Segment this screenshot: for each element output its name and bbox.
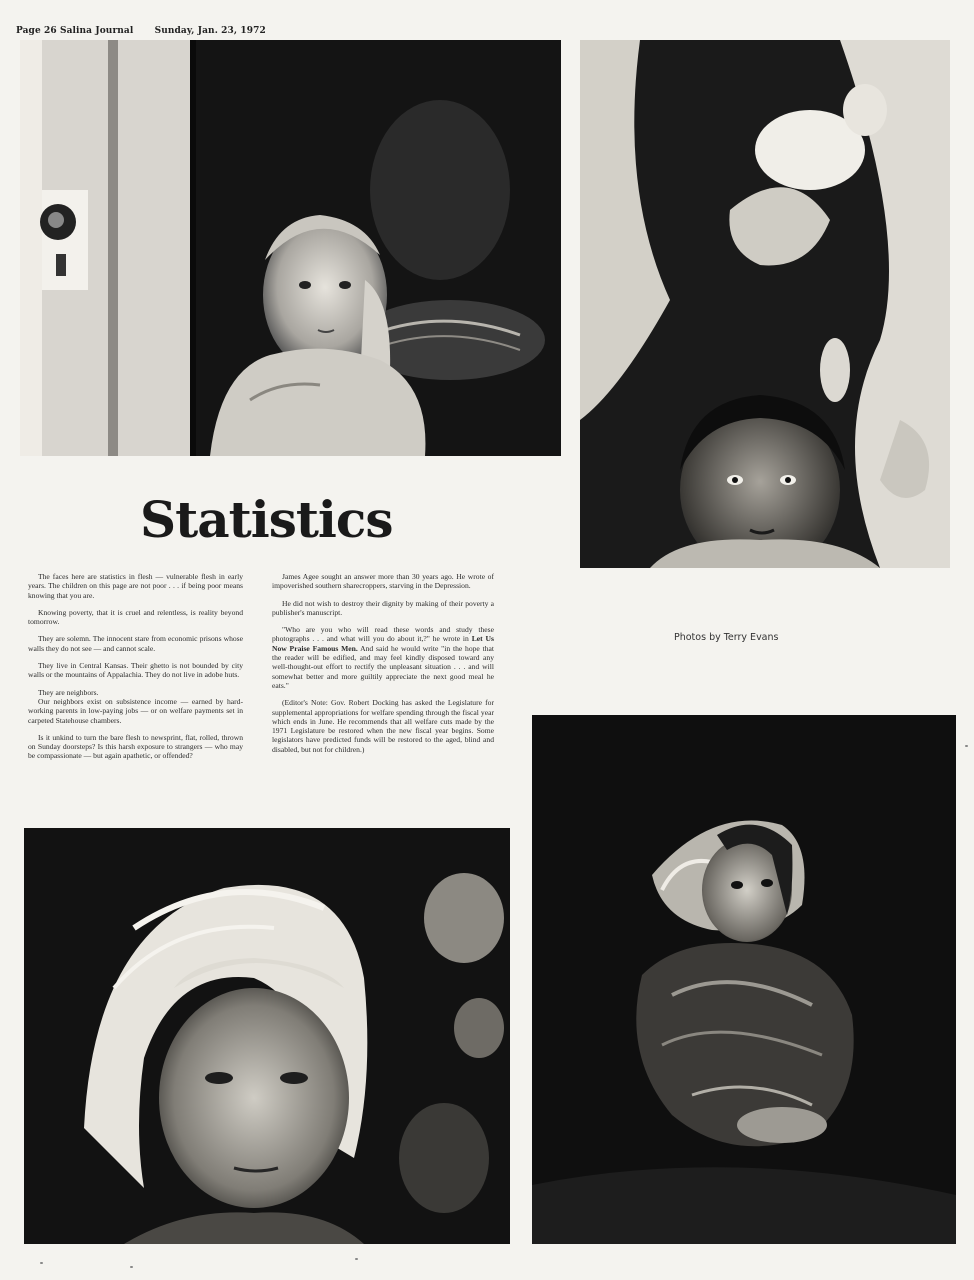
paragraph: Is it unkind to turn the bare flesh to newsprint, flat, rolled, thrown on Sunday doorsteps? Is this harsh exposure to strangers — who may be compassionate — but again apathetic, or offended? <box>28 732 243 761</box>
article-column-2 <box>272 572 494 762</box>
print-speck <box>40 1262 43 1264</box>
paragraph: They are neighbors. <box>38 687 99 697</box>
photo-boy-at-door <box>20 40 561 456</box>
paragraph-quote <box>272 625 494 690</box>
page-label: Page 26 Salina Journal <box>16 26 134 36</box>
print-speck <box>965 745 968 747</box>
paragraph: Knowing poverty, that it is cruel and relentless, is reality beyond tomorrow. <box>28 607 243 627</box>
headline: Statistics <box>140 490 393 549</box>
paragraph: They are solemn. The innocent stare from economic prisons whose walls they do not see — and cannot scale. <box>28 634 243 653</box>
paragraph: He did not wish to destroy their dignity by making of their poverty a publisher's manuscript. <box>272 598 494 617</box>
print-speck <box>130 1266 133 1268</box>
paragraph: They live in Central Kansas. Their ghetto is not bounded by city walls or the mountains of Appalachia. They do not live in adobe huts. <box>28 661 243 680</box>
quote-text: "Who are you who will read these words and study these photographs . . . and what will you do about it,?" he wrote in <box>272 625 494 644</box>
photo-girl-with-doll <box>580 40 950 568</box>
paragraph: Our neighbors exist on subsistence income — earned by hard-working parents in low-paying jobs — or on welfare payments set in carpeted Statehouse chambers. <box>28 696 243 725</box>
photo-child-on-ground <box>532 715 956 1244</box>
editors-note: (Editor's Note: Gov. Robert Docking has asked the Legislature for supplemental appropriations for welfare spending through the fiscal year which ends in June. He recommends that all welfare cuts made by the 1971 Legislature be restored when the new fiscal year begins. Some legislators have predicted funds will be restored to the aged, blind and disabled, but not for children.) <box>272 698 494 754</box>
paragraph: The faces here are statistics in flesh — vulnerable flesh in early years. The children on this page are not poor . . . if being poor means knowing that you are. <box>28 572 243 600</box>
article-column-1 <box>28 572 243 769</box>
photo-blond-child <box>24 828 510 1244</box>
print-speck <box>355 1258 358 1260</box>
photo-credit: Photos by Terry Evans <box>674 632 779 643</box>
quote-text: And said he would write "in the hope that the reader will be edified, and may feel kindly disposed toward any well-thought-out effort to rectify the unpleasant situation . . . and will somewhat better and more guiltily appreciate the next good meal he eats." <box>272 643 494 690</box>
book-title: Let Us Now Praise Famous Men. <box>272 634 494 653</box>
page-header <box>16 26 266 36</box>
page-date: Sunday, Jan. 23, 1972 <box>154 26 266 36</box>
paragraph: James Agee sought an answer more than 30 years ago. He wrote of impoverished southern sharecroppers, starving in the Depression. <box>272 572 494 591</box>
